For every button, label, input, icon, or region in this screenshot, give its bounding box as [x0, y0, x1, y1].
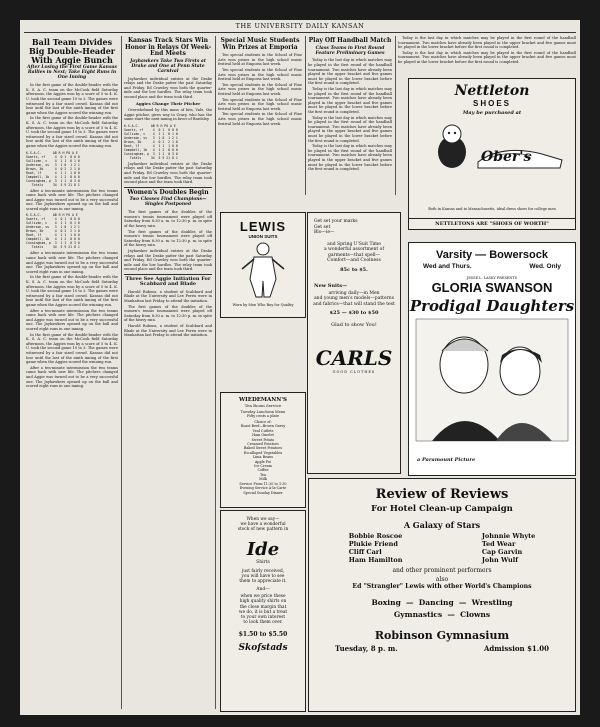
ad-varsity-theatre	[408, 242, 576, 476]
ad-ide-shirts	[220, 510, 306, 712]
article-body: In the first game of the double-header with the K. S. A. C. team on the McCook field Saturday afternoon, the Aggies won by a score of 5 to 4. K. U. took the second game 10 to 3. The games were witnessed by a fair sized crowd. Kansas did not lose until the last of the ninth inning of the first game when the Aggies scored the winning run.	[26, 332, 118, 365]
revue-venue: Robinson Gymnasium	[374, 629, 510, 642]
performer-name: Bobbie Roscoe	[348, 532, 403, 540]
varsity-days-2: Wed. Only	[529, 263, 561, 270]
deck-womens-doubles: Two Classes Find Champions—Singles Postponed	[129, 197, 207, 208]
article-body: After a ten-minute intermission the two teams came back with new life. The pitchers changed and Aggie was turned out to be a very successful one. The Jayhawkers opened up on the ball and scored eight runs in one inning.	[26, 308, 118, 331]
ad-lewis	[220, 212, 306, 318]
nettleton-product: SHOES	[472, 99, 511, 108]
menu-item: Apple Pie	[254, 459, 272, 464]
newspaper-page	[20, 20, 580, 715]
revue-footer	[309, 644, 575, 653]
article-body: Jayhawker individual entries at the Drake relays and the Drake patter the past Saturday and Friday. Ed Crawley won both the quarter-mile and the low hurdles. The relay team took second place and the team took third.	[124, 161, 212, 185]
performer-name: Johnnie Whyte	[481, 532, 536, 540]
revue-also-line: Ed "Strangler" Lewis with other World's Champions	[352, 583, 532, 590]
carls-logo: CARLS	[315, 346, 393, 370]
ide-logo: Ide	[246, 538, 280, 560]
obers-logo: Ober's	[481, 149, 532, 165]
varsity-dates	[409, 263, 575, 270]
column-divider	[395, 36, 396, 195]
revue-events-2: Gymnastics — Clowns	[393, 610, 491, 619]
ide-price: $1.50 to $5.50	[238, 631, 288, 639]
article-body: Harold Rubens, a student of Scabbard and Blade at the University and Lee Ferris were in Manhattan last Friday to attend the initiation.	[124, 324, 212, 338]
ide-body2: when we price these high quality shirts on the close margin that we do, it is but a treat to your own interest to look them over.	[238, 594, 288, 626]
column-track	[124, 36, 212, 709]
article-body: Ten special students in the School of Fine Arts won prizes in the high school music festival held at Emporia last week.	[218, 112, 302, 126]
headline-handball: Play Off Handball Match	[308, 37, 392, 44]
article-body: After a ten-minute intermission the two teams came back with new life. The pitchers changed and Aggie was turned out to be a very successful one. The Jayhawkers opened up on the ball and scored eight runs in one inning.	[26, 365, 118, 389]
article-body: After a ten-minute intermission the two teams came back with new life. The pitchers changed and Aggie was turned out to be a very successful one. The Jayhawkers opened up on the ball and scored eight runs in one inning.	[26, 251, 118, 274]
column-divider	[305, 36, 306, 195]
article-body: In the first game of the double-header with the K. S. A. C. team on the McCook field Saturday afternoon, the Aggies won by a score of 5 to 4. K. U. took the second game 10 to 3. The games were witnessed by a fair sized crowd. Kansas did not lose until the last of the ninth inning of the first game when the Aggies scored the winning run.	[26, 116, 118, 148]
column-handball-cont	[398, 36, 576, 76]
carls-logo-sub: GOOD CLOTHES	[332, 370, 376, 374]
menu-item: Escalloped Vegetables	[243, 450, 283, 455]
performer-name: Cap Garvin	[481, 548, 523, 556]
ad-wiedemann	[220, 392, 306, 508]
ide-intro: When we say— we have a wonderful stock of new pattern in	[237, 517, 289, 533]
article-body: Jayhawker individual entries at the Drake relays and the Drake patter the past Saturday and Friday. Ed Crawley won both the quarter-mile and the low hurdles. The relay team took second place and the team took third.	[124, 76, 212, 99]
performer-name: John Wulf	[481, 556, 519, 564]
subhead-pitcher: Aggies Change Their Pitcher	[135, 100, 201, 106]
menu-item: Ham Omelet	[252, 433, 274, 438]
article-body: The first games of the doubles of the women's tennis tournament were played off Saturday from 8:30 a. m. to 12:30 p. m. in spite of the heavy rain.	[124, 304, 212, 323]
column-divider	[121, 36, 122, 709]
nettleton-tagline: May be purchased at	[462, 110, 522, 116]
wiedemann-menu	[221, 420, 305, 495]
article-body: Today is the last day in which matches may be played in the first round of the handball tournament. Two matches have already been played in the upper bracket and five games must be played in the lower bracket before the first round is completed.	[308, 58, 392, 86]
ad-review-of-reviews	[308, 478, 576, 712]
ad-carls	[307, 212, 401, 474]
ide-store: Skofstads	[238, 643, 288, 654]
headline-track: Kansas Track Stars Win Honor in Relays Of Week-End Meets	[124, 37, 212, 58]
article-body: Jayhawker individual entries at the Drake relays and the Drake patter the past Saturday and Friday. Ed Crawley won both the quarter-mile and the low hurdles. The relay team took second place and the team took third.	[124, 248, 212, 272]
menu-item: Sweet Potato	[251, 437, 275, 442]
deck-track: Jayhawkers Take Two Firsts at Drake and One at Penn State Carnival	[130, 58, 206, 74]
deck-ball-team: After Losing the First Game Kansas Rallies in Next; Take Eight Runs in One Inning	[27, 65, 117, 81]
performer-name: Cliff Carl	[348, 548, 382, 556]
varsity-film-title: Prodigal Daughters	[409, 297, 575, 315]
varsity-star: GLORIA SWANSON	[431, 280, 553, 295]
article-body: Today is the last day in which matches may be played in the first round of the handball tournament. Two matches have already been played in the upper bracket and five games must be played in the lower bracket before the first round is completed.	[308, 115, 392, 143]
lewis-product: UNION SUITS	[248, 234, 278, 239]
ide-product: Shirts	[256, 559, 270, 565]
performers-left	[349, 532, 403, 564]
menu-item: Ice Cream	[254, 464, 272, 469]
masthead-title: THE UNIVERSITY DAILY KANSAN	[235, 22, 365, 30]
lewis-logo: LEWIS	[239, 219, 287, 234]
shoe-dog-illustration	[412, 116, 572, 174]
article-body: In the first game of the double-header with the K. S. A. C. team on the McCook field Saturday afternoon, the Aggies won by a score of 5 to 4. K. U. took the second game 10 to 3. The games were witnessed by a fair sized crowd. Kansas did not lose until the last of the ninth inning of the first game when the Aggies scored the winning run.	[26, 275, 118, 308]
varsity-presenter: JESSE L. LASKY PRESENTS	[466, 276, 518, 280]
column-music	[218, 36, 302, 208]
carls-intro: Get set your marks Get set Blo—ie—	[314, 219, 358, 235]
revue-date: Tuesday, 8 p. m.	[335, 644, 398, 653]
article-body: Today is the last day in which matches may be played in the first round of the handball tournament. Two matches have already been played in the upper bracket and five games must be played in the lower bracket before the first round is completed.	[398, 50, 576, 64]
performer-name: Ted Wear	[481, 540, 516, 548]
revue-events-1: Boxing — Dancing — Wrestling	[371, 598, 513, 607]
wiedemann-title: WIEDEMANN'S	[239, 397, 287, 403]
article-body: In the first game of the double-header with the K. S. A. C. team on the McCook field Saturday afternoon, the Aggies won by a score of 5 to 4. K. U. took the second game 10 to 3. The games were witnessed by a fair sized crowd. Kansas did not lose until the last of the ninth inning of the first game when the Aggies scored the winning run.	[26, 83, 118, 115]
article-body: Overwhelmed by this mass of hits, Vale, the Aggie pitcher, gives way to Crary, who has the same start the next inning in favor of Bardsley.	[124, 107, 212, 122]
article-body: Today is the last day in which matches may be played in the first round of the handball tournament. Two matches have already been played in the upper bracket and five games must be played in the lower bracket before the first round is completed.	[308, 144, 392, 172]
varsity-days-1: Wed and Thurs.	[423, 263, 472, 270]
nettleton-note: Both in Kansas and in Massachusetts, ideal dress shoes for college men	[428, 206, 556, 211]
masthead	[20, 22, 580, 30]
performer-name: Ham Hamilton	[348, 556, 403, 564]
varsity-theatre-name: Varsity — Bowersock	[436, 249, 548, 261]
menu-item: Coffee	[257, 468, 269, 473]
performer-name: Plukie Friend	[348, 540, 398, 548]
menu-item: Creamed Potatoes	[247, 442, 279, 447]
article-body: Ten special students in the School of Fine Arts won prizes in the high school music festival held at Emporia last week.	[218, 97, 302, 111]
headline-ball-team: Ball Team Divides Big Double-Header With Aggie Bunch	[28, 37, 116, 65]
revue-performers	[309, 532, 575, 564]
box-score: K.S.A.C. AB R H PO A E Swartz, rf 4 0 1 0 0 0 Sullivan, c 4 1 1 6 1 0 Anderson, ss 3 1 0 1 2 1 Brown, 3b 4 0 2 2 1 0 Root, lf 4 1 1 1 0 0 Campbell, 1b 4 1 2 8 0 0 Cunningham, p 3 1 1 0 3 0 Totals 34 5 9 21 8 1	[26, 213, 80, 250]
wiedemann-line1: Tuesday Luncheon Menu	[240, 410, 286, 414]
masthead-rule	[24, 32, 576, 33]
menu-item: Milk	[259, 477, 267, 482]
revue-subtitle: For Hotel Clean-up Campaign	[371, 504, 513, 514]
revue-galaxy: A Galaxy of Stars	[403, 520, 481, 530]
performers-right	[482, 532, 535, 564]
article-body: Ten special students in the School of Fine Arts won prizes in the high school music festival held at Emporia last week.	[218, 53, 302, 67]
carls-body2: arriving daily—in Men and young men's models—patterns and fabrics—that will stand the test	[313, 290, 395, 307]
menu-item: Special Sunday Dinner	[243, 490, 283, 495]
carls-price2: $25 — $30 to $50	[329, 310, 379, 316]
deck-handball: Class Teams in First Round Feature Preliminary Games	[315, 45, 385, 56]
ide-and: And—	[256, 587, 270, 593]
menu-item: Evening Service A-la-Carte	[239, 486, 287, 491]
revue-others: and other prominent performers	[392, 567, 492, 574]
varsity-studio: a Paramount Picture	[417, 457, 476, 463]
ad-nettleton	[408, 78, 576, 230]
column-divider	[215, 36, 216, 709]
menu-item: Service From 11:30 to 1:30	[239, 481, 287, 486]
wiedemann-line2: Fifty cents a plate	[246, 414, 280, 418]
wiedemann-subtitle: Tea Room Service	[244, 403, 282, 408]
nettleton-logo: Nettleton	[454, 83, 530, 99]
headline-womens-doubles: Women's Doubles Begin	[127, 188, 209, 196]
carls-news: New Suits—	[314, 282, 348, 289]
article-body: Today is the last day in which matches may be played in the first round of the handball tournament. Two matches have already been played in the upper bracket and five games must be played in the lower bracket before the first round is completed.	[308, 87, 392, 114]
article-body: After a ten-minute intermission the two teams came back with new life. The pitchers changed and Aggie was turned out to be a very successful one. The Jayhawkers opened up on the ball and scored eight runs in one inning.	[26, 188, 118, 211]
column-sports	[26, 36, 118, 709]
menu-item: Tea	[259, 472, 267, 477]
box-score: K.S.A.C. AB R H PO A E Swartz, rf 4 0 1 0 0 0 Sullivan, c 4 1 1 6 1 0 Anderson, ss 3 1 0 1 2 1 Brown, 3b 4 0 2 2 1 0 Root, lf 4 1 1 1 0 0 Campbell, 1b 4 1 2 8 0 0 Cunningham, p 3 1 1 0 3 0 Totals 34 5 9 21 8 1	[26, 150, 80, 187]
carls-cta: Glad to show You!	[331, 322, 377, 328]
article-body: Harold Rubens, a student of Scabbard and Blade at the University and Lee Ferris were in Manhattan last Friday to attend the initiation.	[124, 289, 212, 304]
menu-item: Lima Beans	[252, 455, 274, 460]
article-body: Ten special students in the School of Fine Arts won prizes in the high school music festival held at Emporia last week.	[218, 67, 302, 82]
ide-body: just fairly received, you will have to see them to appreciate it.	[239, 568, 287, 585]
menu-item: Choice of:	[254, 420, 272, 424]
carls-price: 85c to $5.	[340, 266, 368, 273]
film-still-illustration	[412, 315, 572, 445]
box-score: K.S.A.C. AB R H PO A E Swartz, rf 4 0 1 0 0 0 Sullivan, c 4 1 1 6 1 0 Anderson, ss 3 1 0 1 2 1 Brown, 3b 4 0 2 2 1 0 Root, lf 4 1 1 1 0 0 Campbell, 1b 4 1 2 8 0 0 Cunningham, p 3 1 1 0 3 0 Totals 34 5 9 21 8 1	[124, 123, 178, 160]
article-body: The first games of the doubles of the women's tennis tournament were played off Saturday from 8:30 a. m. to 12:30 p. m. in spite of the heavy rain.	[124, 210, 212, 228]
nettleton-footer: NETTLETONS ARE "SHOES OF WORTH"	[409, 218, 575, 227]
revue-also: also	[435, 576, 449, 583]
lewis-tagline: Worn by Men Who Buy for Quality	[232, 303, 294, 307]
union-suit-figure	[228, 239, 298, 299]
menu-item: Baked Sweet Potatoes	[243, 446, 283, 451]
headline-scabbard: Three See Aggie Initiation For Scabbard and Blade	[125, 275, 211, 288]
carls-body: and Spring U'Suit Time a wonderful assortment of garments—that spell— Comfort—and Coolness	[323, 241, 385, 263]
article-body: Ten special students in the School of Fine Arts won prizes in the high school music festival held at Emporia last week.	[218, 82, 302, 96]
revue-admission: Admission $1.00	[483, 644, 549, 653]
revue-title: Review of Reviews	[375, 487, 509, 502]
column-handball	[308, 36, 392, 208]
menu-item: Veal Cutlets	[252, 428, 274, 433]
article-body: The first games of the doubles of the women's tennis tournament were played off Saturday from 8:30 a. m. to 12:30 p. m. in spite of the heavy rain.	[124, 229, 212, 248]
menu-item: Roast Beef—Brown Gravy	[240, 424, 286, 429]
article-body: Today is the last day in which matches may be played in the first round of the handball tournament. Two matches have already been played in the upper bracket and five games must be played in the lower bracket before the first round is completed.	[398, 36, 576, 50]
headline-music: Special Music Students Win Prizes at Emporia	[220, 37, 300, 51]
